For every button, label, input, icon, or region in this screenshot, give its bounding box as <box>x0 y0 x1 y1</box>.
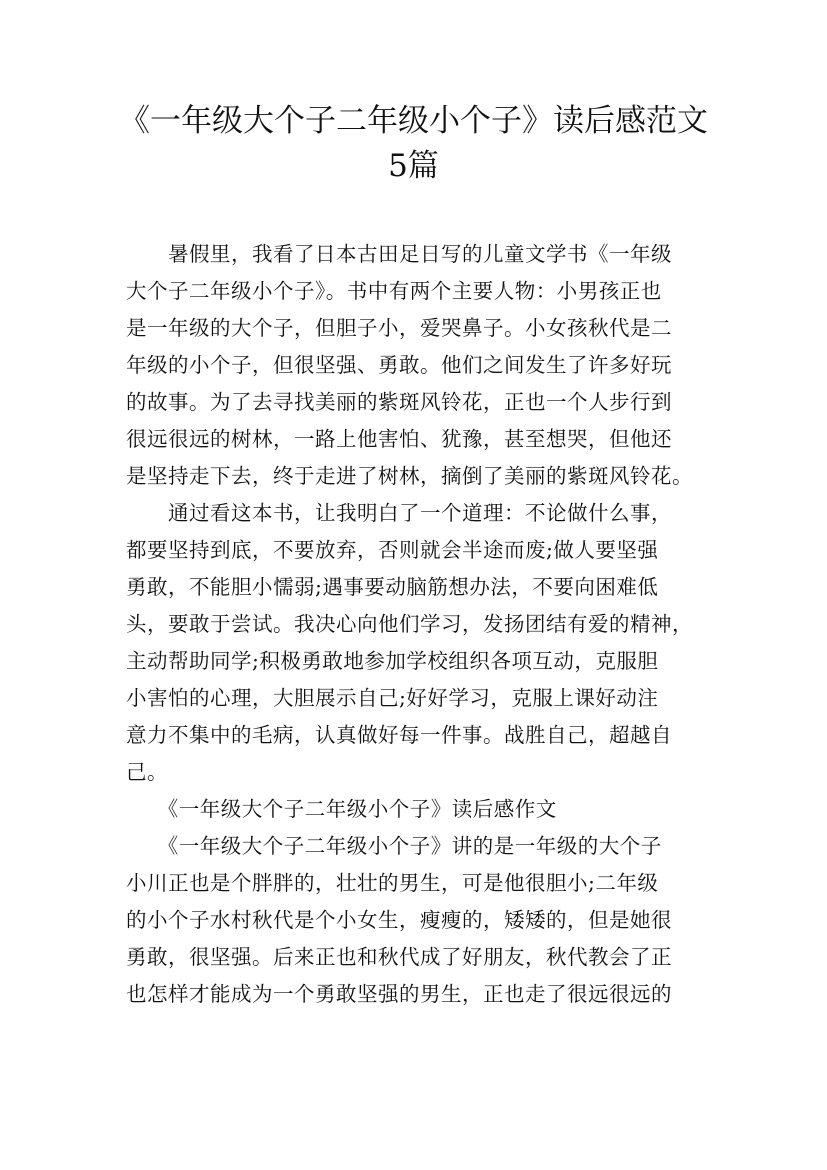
text-line: 意力不集中的毛病，认真做好每一件事。战胜自己，超越自 <box>126 723 672 747</box>
document-title-line-1: 《一年级大个子二年级小个子》读后感范文 <box>119 103 708 139</box>
text-line: 的故事。为了去寻找美丽的紫斑风铃花，正也一个人步行到 <box>126 390 672 414</box>
text-line: 小川正也是个胖胖的，壮壮的男生，可是他很胆小;二年级 <box>126 871 659 895</box>
text-line: 很远很远的树林，一路上他害怕、犹豫，甚至想哭，但他还 <box>126 427 672 451</box>
text-line: 是一年级的大个子，但胆子小，爱哭鼻子。小女孩秋代是二 <box>126 316 672 340</box>
body-text <box>126 236 706 1013</box>
text-line: 头，要敢于尝试。我决心向他们学习，发扬团结有爱的精神， <box>126 612 693 636</box>
text-line: 的小个子水村秋代是个小女生，瘦瘦的，矮矮的，但是她很 <box>126 908 672 932</box>
paragraph-4 <box>126 828 706 1013</box>
text-line: 也怎样才能成为一个勇敢坚强的男生，正也走了很远很远的 <box>126 982 672 1006</box>
text-line: 主动帮助同学;积极勇敢地参加学校组织各项互动，克服胆 <box>126 649 659 673</box>
text-line: 年级的小个子，但很坚强、勇敢。他们之间发生了许多好玩 <box>126 353 672 377</box>
document-title-line-2: 5篇 <box>388 148 439 184</box>
text-line: 小害怕的心理，大胆展示自己;好好学习，克服上课好动注 <box>126 686 659 710</box>
paragraph-3-subheading <box>126 791 706 828</box>
text-line: 大个子二年级小个子》。书中有两个主要人物：小男孩正也 <box>126 279 662 303</box>
text-line: 是坚持走下去，终于走进了树林，摘倒了美丽的紫斑风铃花。 <box>126 464 693 488</box>
text-line: 己。 <box>126 760 168 784</box>
text-line: 《一年级大个子二年级小个子》读后感作文 <box>126 797 557 821</box>
text-line: 勇敢，不能胆小懦弱;遇事要动脑筋想办法，不要向困难低 <box>126 575 659 599</box>
text-line: 通过看这本书，让我明白了一个道理：不论做什么事， <box>126 501 672 525</box>
paragraph-2 <box>126 495 706 791</box>
text-line: 《一年级大个子二年级小个子》讲的是一年级的大个子 <box>126 834 662 858</box>
text-line: 暑假里，我看了日本古田足日写的儿童文学书《一年级 <box>126 242 672 266</box>
text-line: 都要坚持到底，不要放弃，否则就会半途而废;做人要坚强 <box>126 538 659 562</box>
text-line: 勇敢，很坚强。后来正也和秋代成了好朋友，秋代教会了正 <box>126 945 672 969</box>
paragraph-1 <box>126 236 706 495</box>
